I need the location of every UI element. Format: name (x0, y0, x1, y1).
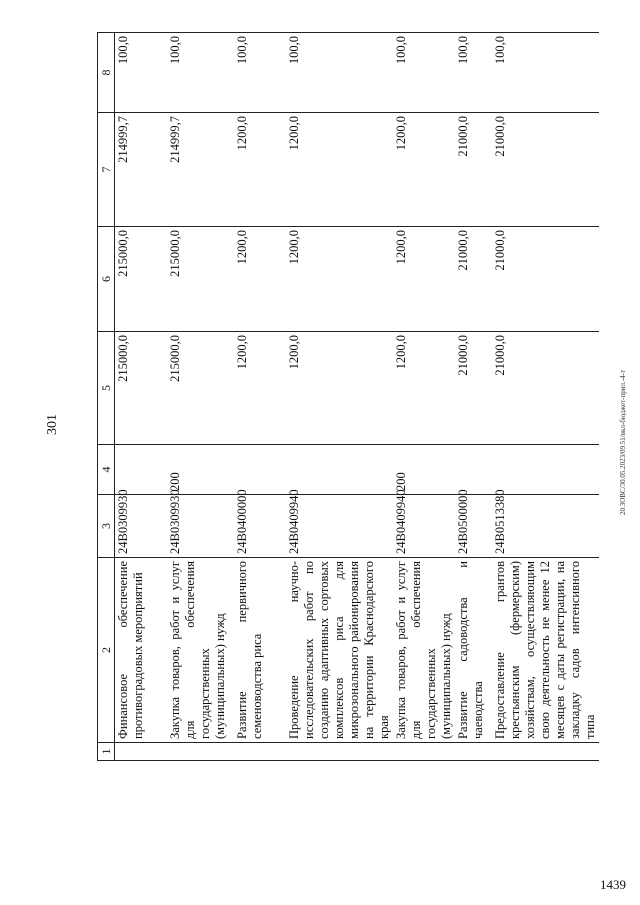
row-value-6-cell: 1200,0 (393, 227, 455, 332)
table-row (286, 33, 393, 761)
row-value-5-cell: 1200,0 (286, 332, 393, 445)
table-row (234, 33, 286, 761)
row-value-8-cell: 100,0 (492, 33, 599, 113)
row-value-7-cell: 1200,0 (393, 113, 455, 227)
row-name-cell: Проведение научно-исследовательских работ по созданию адаптивных сортовых комплексов риса для микрозонального районирования на территории Краснодарского края (286, 558, 393, 743)
header-cell-5: 5 (98, 332, 115, 445)
row-name-cell: Закупка товаров, работ и услуг для обеспечения государственных (муниципальных) нужд (393, 558, 455, 743)
row-code-cell: 24В0409940 (286, 495, 393, 558)
row-value-6-cell: 21000,0 (492, 227, 599, 332)
header-cell-7: 7 (98, 113, 115, 227)
row-kind-cell (492, 445, 599, 495)
budget-table (97, 33, 597, 761)
row-value-6-cell: 1200,0 (286, 227, 393, 332)
row-value-6-cell: 1200,0 (234, 227, 286, 332)
row-value-5-cell: 1200,0 (234, 332, 286, 445)
row-name-cell: Развитие первичного семеноводства риса (234, 558, 286, 743)
row-code-cell: 24В0309930 (115, 495, 167, 558)
table-row (167, 33, 234, 761)
row-value-7-cell: 214999,7 (115, 113, 167, 227)
document-stamp (614, 45, 627, 515)
row-name-cell: Закупка товаров, работ и услуг для обеспечения государственных (муниципальных) нужд (167, 558, 234, 743)
row-value-5-cell: 215000,0 (115, 332, 167, 445)
row-value-7-cell: 21000,0 (455, 113, 492, 227)
row-value-8-cell: 100,0 (167, 33, 234, 113)
sheet-number: 1439 (600, 877, 626, 892)
header-cell-2: 2 (98, 558, 115, 743)
row-value-8-cell: 100,0 (393, 33, 455, 113)
header-cell-8: 8 (98, 33, 115, 113)
row-value-7-cell: 21000,0 (492, 113, 599, 227)
row-code-cell: 24В0513380 (492, 495, 599, 558)
table-row (492, 33, 599, 761)
row-name-cell: Развитие садоводства и чаеводства (455, 558, 492, 743)
row-cell-1 (167, 743, 234, 761)
header-cell-3: 3 (98, 495, 115, 558)
header-cell-1: 1 (98, 743, 115, 761)
row-kind-cell: 200 (393, 445, 455, 495)
stamp-text: 20.ЗОВС/30.05.2023/09.51/вкл-бюджет-прил.-4-т (619, 370, 627, 515)
row-cell-1 (492, 743, 599, 761)
table-row (393, 33, 455, 761)
row-value-8-cell: 100,0 (455, 33, 492, 113)
row-value-5-cell: 21000,0 (492, 332, 599, 445)
row-value-6-cell: 21000,0 (455, 227, 492, 332)
row-kind-cell (455, 445, 492, 495)
row-cell-1 (115, 743, 167, 761)
row-value-6-cell: 215000,0 (115, 227, 167, 332)
row-code-cell: 24В0309930 (167, 495, 234, 558)
table-row (115, 33, 167, 761)
row-kind-cell (115, 445, 167, 495)
row-cell-1 (234, 743, 286, 761)
table-header-row (98, 33, 115, 761)
row-cell-1 (286, 743, 393, 761)
row-value-8-cell: 100,0 (234, 33, 286, 113)
page-number: 301 (45, 414, 60, 435)
row-kind-cell (234, 445, 286, 495)
row-value-8-cell: 100,0 (115, 33, 167, 113)
row-name-cell: Предоставление грантов крестьянским (фермерским) хозяйствам, осуществляющим свою деятельность не менее 12 месяцев с даты регистрации, на закладку садов интенсивного типа (492, 558, 599, 743)
budget-table-grid (97, 32, 599, 761)
row-value-7-cell: 1200,0 (234, 113, 286, 227)
row-code-cell: 24В0409940 (393, 495, 455, 558)
row-kind-cell: 200 (167, 445, 234, 495)
row-cell-1 (455, 743, 492, 761)
row-value-5-cell: 1200,0 (393, 332, 455, 445)
row-kind-cell (286, 445, 393, 495)
row-value-8-cell: 100,0 (286, 33, 393, 113)
row-value-7-cell: 214999,7 (167, 113, 234, 227)
header-cell-6: 6 (98, 227, 115, 332)
row-value-5-cell: 21000,0 (455, 332, 492, 445)
row-value-6-cell: 215000,0 (167, 227, 234, 332)
row-cell-1 (393, 743, 455, 761)
header-cell-4: 4 (98, 445, 115, 495)
row-value-5-cell: 215000,0 (167, 332, 234, 445)
row-value-7-cell: 1200,0 (286, 113, 393, 227)
table-row (455, 33, 492, 761)
row-code-cell: 24В0500000 (455, 495, 492, 558)
row-name-cell: Финансовое обеспечение противоградовых мероприятий (115, 558, 167, 743)
row-code-cell: 24В0400000 (234, 495, 286, 558)
